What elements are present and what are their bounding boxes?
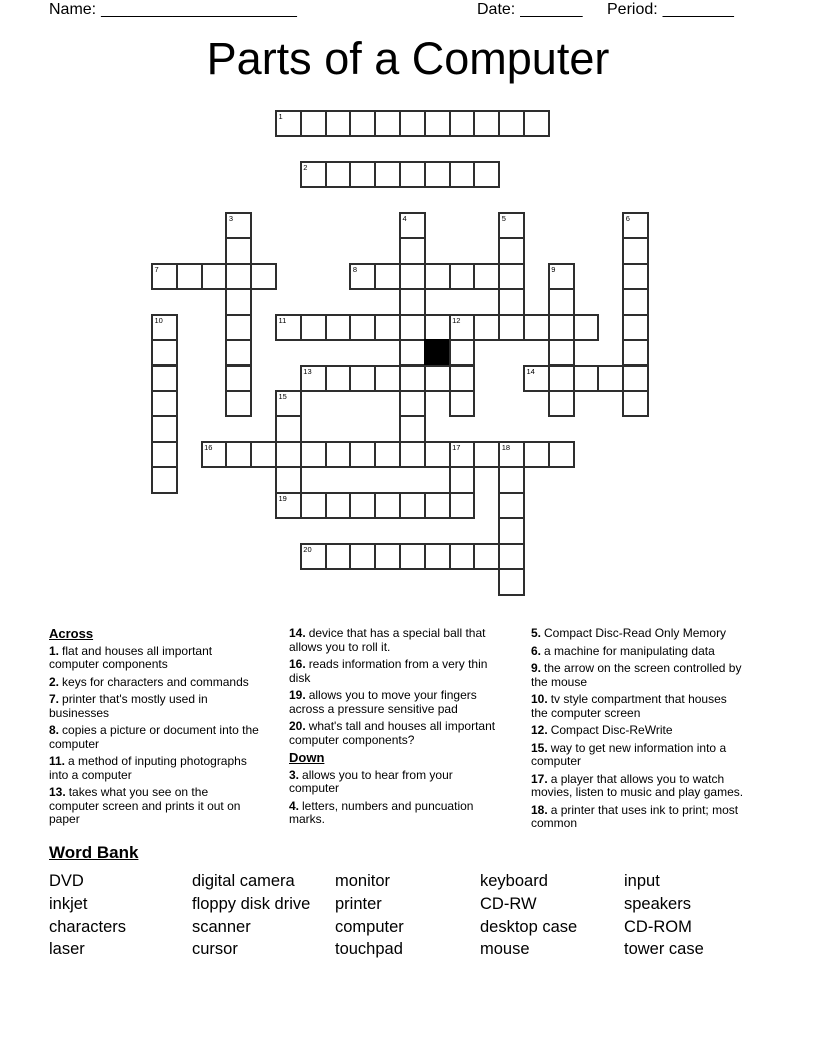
clue-text: what's tall and houses all important computer components? — [289, 719, 496, 747]
grid-cell — [449, 390, 476, 417]
grid-clue-number: 4 — [402, 213, 407, 223]
word-bank — [49, 843, 794, 961]
grid-cell — [622, 288, 649, 315]
grid-cell — [151, 466, 178, 493]
grid-cell — [225, 390, 252, 417]
grid-cell — [300, 161, 327, 188]
grid-clue-number: 3 — [228, 213, 234, 223]
clue-text: reads information from a very thin disk — [289, 657, 488, 685]
grid-cell — [399, 263, 426, 290]
page-title: Parts of a Computer — [206, 33, 610, 84]
grid-cell — [201, 441, 228, 468]
grid-cell — [449, 466, 476, 493]
grid-cell — [424, 314, 451, 341]
grid-cell — [399, 110, 426, 137]
clue-text: copies a picture or document into the computer — [49, 723, 259, 751]
grid-cell — [449, 161, 476, 188]
grid-cell — [349, 365, 376, 392]
grid-cell — [498, 237, 525, 264]
grid-cell — [449, 492, 476, 519]
crossword-grid — [151, 110, 651, 598]
word-bank-item: computer — [335, 917, 404, 936]
grid-cell — [523, 441, 550, 468]
word-bank-heading: Word Bank — [49, 843, 139, 862]
grid-clue-number: 12 — [452, 315, 461, 325]
grid-clue-number: 17 — [452, 442, 461, 452]
grid-cell — [325, 314, 352, 341]
grid-cell — [374, 314, 401, 341]
name-field — [49, 1, 297, 19]
grid-cell — [449, 314, 476, 341]
grid-cell — [473, 543, 500, 570]
grid-cell — [622, 212, 649, 239]
clues-column-3 — [531, 627, 745, 835]
word-bank-item: cursor — [192, 940, 238, 959]
clue-down-17 — [531, 773, 745, 800]
across-clues-continued — [289, 627, 505, 747]
grid-cell — [498, 492, 525, 519]
word-bank-item: characters — [49, 917, 127, 936]
clue-across-1 — [49, 645, 261, 672]
clue-text: flat and houses all important computer components — [49, 643, 213, 671]
grid-cell — [399, 492, 426, 519]
word-bank-item: digital camera — [192, 872, 295, 890]
clue-down-9 — [531, 662, 745, 689]
grid-cell — [473, 263, 500, 290]
clue-text: keys for characters and commands — [62, 674, 249, 689]
grid-clue-number: 5 — [501, 213, 506, 223]
clue-down-12 — [531, 724, 745, 738]
grid-cell — [225, 288, 252, 315]
grid-cell — [325, 110, 352, 137]
grid-cell — [325, 365, 352, 392]
grid-cell — [225, 212, 252, 239]
grid-cell — [498, 517, 525, 544]
grid-cell — [349, 441, 376, 468]
clue-number: 9. — [531, 661, 542, 675]
grid-cell — [151, 441, 178, 468]
clue-down-5 — [531, 627, 745, 641]
grid-cell — [399, 161, 426, 188]
clue-text: letters, numbers and puncuation marks. — [289, 798, 474, 826]
word-bank-item: input — [624, 872, 660, 890]
clue-text: allows you to hear from your computer — [289, 767, 453, 795]
date-field — [477, 1, 583, 19]
grid-cell — [374, 365, 401, 392]
clue-text: the arrow on the screen controlled by the mouse — [531, 661, 742, 689]
grid-cell — [573, 365, 600, 392]
grid-cell — [498, 441, 525, 468]
clue-text: a machine for manipulating data — [544, 643, 715, 658]
grid-cell — [622, 365, 649, 392]
clue-number: 8. — [49, 723, 60, 737]
clue-number: 18. — [531, 802, 548, 817]
grid-cell — [424, 263, 451, 290]
grid-clue-number: 15 — [278, 391, 287, 401]
clues-column-2 — [289, 627, 505, 831]
clue-down-15 — [531, 742, 745, 769]
word-bank-item: mouse — [480, 940, 530, 959]
clue-number: 3. — [289, 767, 300, 782]
grid-cell — [498, 110, 525, 137]
clue-across-8 — [49, 724, 261, 751]
grid-cell — [374, 161, 401, 188]
clue-number: 5. — [531, 626, 542, 640]
grid-cell — [424, 365, 451, 392]
word-bank-item: printer — [335, 894, 382, 913]
clue-number: 6. — [531, 643, 542, 658]
clues-column-1 — [49, 627, 261, 831]
name-blank-line: ______________________ — [101, 1, 297, 18]
grid-cell — [622, 390, 649, 417]
grid-cell — [300, 543, 327, 570]
grid-cell — [300, 110, 327, 137]
clue-text: a printer that uses ink to print; most common — [531, 802, 739, 830]
grid-cell — [151, 390, 178, 417]
grid-clue-number: 14 — [526, 366, 535, 376]
grid-cell — [548, 365, 575, 392]
grid-cell — [300, 314, 327, 341]
grid-cell — [424, 543, 451, 570]
grid-cell — [275, 492, 302, 519]
clue-number: 14. — [289, 626, 306, 640]
grid-cell — [597, 365, 624, 392]
grid-cell — [275, 314, 302, 341]
grid-cell — [548, 390, 575, 417]
grid-cell — [325, 441, 352, 468]
name-label: Name: — [49, 1, 97, 18]
grid-cell — [275, 415, 302, 442]
grid-cell — [622, 314, 649, 341]
grid-cell — [151, 365, 178, 392]
grid-cell — [275, 110, 302, 137]
grid-clue-number: 8 — [352, 264, 358, 274]
across-clues-list — [49, 645, 261, 827]
grid-cell — [399, 543, 426, 570]
word-bank-item: CD-ROM — [624, 917, 692, 936]
clue-across-13 — [49, 786, 261, 827]
grid-cell — [399, 339, 426, 366]
grid-cell — [325, 161, 352, 188]
grid-clue-number: 6 — [625, 213, 630, 223]
clue-text: a method of inputing photographs into a computer — [49, 754, 247, 782]
grid-clue-number: 10 — [154, 315, 163, 325]
clue-across-20 — [289, 720, 505, 747]
grid-cell — [449, 543, 476, 570]
across-heading: Across — [49, 626, 94, 641]
grid-cell — [548, 314, 575, 341]
grid-cell — [424, 110, 451, 137]
grid-cell — [622, 237, 649, 264]
grid-cell — [349, 263, 376, 290]
clue-number: 20. — [289, 719, 306, 733]
grid-cell — [151, 339, 178, 366]
grid-cell — [424, 161, 451, 188]
grid-cell — [349, 314, 376, 341]
grid-cell — [275, 466, 302, 493]
clue-number: 11. — [49, 754, 66, 768]
clue-number: 17. — [531, 771, 548, 786]
clue-text: tv style compartment that houses the computer screen — [531, 692, 727, 720]
clue-number: 10. — [531, 692, 548, 706]
period-blank-line: ________ — [662, 1, 734, 18]
date-label: Date: — [477, 1, 516, 18]
clue-text: Compact Disc-Read Only Memory — [544, 626, 727, 640]
grid-cell — [573, 314, 600, 341]
grid-cell — [498, 212, 525, 239]
clue-text: way to get new information into a computer — [531, 740, 727, 768]
grid-cell — [449, 263, 476, 290]
clue-number: 7. — [49, 692, 60, 706]
grid-cell — [374, 110, 401, 137]
grid-cell — [498, 288, 525, 315]
grid-cell — [349, 492, 376, 519]
grid-cell — [523, 314, 550, 341]
grid-cell — [399, 415, 426, 442]
clue-number: 15. — [531, 740, 548, 755]
grid-clue-number: 18 — [501, 442, 511, 452]
date-blank-line: _______ — [520, 1, 583, 18]
grid-cell — [523, 365, 550, 392]
grid-cell — [622, 263, 649, 290]
period-field — [607, 1, 734, 19]
clue-number: 1. — [49, 643, 60, 658]
clue-text: printer that's mostly used in businesses — [49, 692, 208, 720]
clue-text: takes what you see on the computer screen and prints it out on paper — [49, 785, 241, 826]
word-bank-item: CD-RW — [480, 894, 537, 913]
grid-cell — [548, 339, 575, 366]
grid-cell — [473, 441, 500, 468]
grid-cell — [424, 492, 451, 519]
grid-cell — [498, 263, 525, 290]
grid-cell — [176, 263, 203, 290]
clue-number: 12. — [531, 723, 548, 737]
grid-cell — [325, 492, 352, 519]
grid-cell — [399, 212, 426, 239]
clue-across-7 — [49, 693, 261, 720]
grid-cell — [225, 263, 252, 290]
down-heading: Down — [289, 750, 325, 765]
grid-cell — [399, 441, 426, 468]
word-bank-item: scanner — [192, 917, 251, 936]
down-clues-continued — [531, 627, 745, 831]
clue-text: Compact Disc-ReWrite — [550, 723, 673, 737]
grid-cell — [151, 415, 178, 442]
grid-cell — [498, 543, 525, 570]
grid-cell — [473, 161, 500, 188]
grid-cell — [225, 314, 252, 341]
word-bank-item: laser — [49, 940, 85, 959]
grid-cell — [300, 492, 327, 519]
grid-clue-number: 13 — [303, 366, 312, 376]
clue-down-6 — [531, 645, 745, 659]
grid-cell — [300, 441, 327, 468]
clue-across-2 — [49, 676, 261, 690]
word-bank-item: touchpad — [335, 940, 403, 959]
word-bank-item: desktop case — [480, 917, 578, 936]
word-bank-item: speakers — [624, 894, 691, 913]
word-bank-item: DVD — [49, 872, 84, 890]
clue-text: a player that allows you to watch movies, listen to music and play games. — [531, 771, 744, 799]
grid-cell — [349, 110, 376, 137]
grid-cell — [275, 441, 302, 468]
clue-across-16 — [289, 658, 505, 685]
grid-cell — [399, 288, 426, 315]
clue-down-3 — [289, 769, 505, 796]
clue-across-19 — [289, 689, 505, 716]
grid-cell — [548, 263, 575, 290]
grid-cell — [250, 263, 277, 290]
grid-clue-number: 16 — [204, 442, 213, 452]
word-bank-item: monitor — [335, 872, 391, 890]
word-bank-item: tower case — [624, 940, 704, 959]
grid-cell — [250, 441, 277, 468]
grid-cell — [523, 110, 550, 137]
grid-cell — [449, 441, 476, 468]
grid-cell — [349, 161, 376, 188]
grid-cell — [449, 110, 476, 137]
grid-cell — [225, 441, 252, 468]
grid-clue-number: 20 — [303, 544, 312, 554]
grid-cell — [225, 237, 252, 264]
clue-number: 16. — [289, 657, 306, 671]
grid-cell — [473, 110, 500, 137]
grid-cell — [449, 365, 476, 392]
grid-cell — [151, 314, 178, 341]
clue-across-11 — [49, 755, 261, 782]
grid-cell — [325, 543, 352, 570]
grid-clue-number: 1 — [278, 112, 283, 121]
grid-cell — [399, 237, 426, 264]
grid-cell — [399, 390, 426, 417]
grid-cell — [374, 492, 401, 519]
grid-clue-number: 9 — [551, 264, 556, 274]
clue-number: 4. — [289, 798, 300, 813]
grid-cell — [374, 263, 401, 290]
grid-cell — [498, 466, 525, 493]
grid-cell — [473, 314, 500, 341]
clue-text: device that has a special ball that allows you to roll it. — [289, 626, 486, 654]
grid-cell-black — [424, 339, 451, 366]
grid-cell — [201, 263, 228, 290]
clue-number: 19. — [289, 688, 306, 702]
word-bank-item: keyboard — [480, 872, 548, 890]
grid-cell — [548, 288, 575, 315]
clue-across-14 — [289, 627, 505, 654]
grid-cell — [399, 314, 426, 341]
clue-down-10 — [531, 693, 745, 720]
grid-cell — [449, 339, 476, 366]
grid-cell — [300, 365, 327, 392]
grid-cell — [548, 441, 575, 468]
word-bank-grid — [49, 870, 794, 961]
grid-cell — [349, 543, 376, 570]
grid-cell — [424, 441, 451, 468]
clue-down-4 — [289, 800, 505, 827]
grid-cell — [622, 339, 649, 366]
clue-number: 13. — [49, 785, 66, 799]
grid-cell — [374, 441, 401, 468]
word-bank-item: inkjet — [49, 894, 88, 913]
period-label: Period: — [607, 1, 658, 18]
grid-cell — [225, 339, 252, 366]
grid-cell — [399, 365, 426, 392]
clue-text: allows you to move your fingers across a pressure sensitive pad — [289, 688, 477, 716]
grid-cell — [275, 390, 302, 417]
clue-down-18 — [531, 804, 745, 831]
grid-cell — [151, 263, 178, 290]
down-clues-list — [289, 769, 505, 827]
grid-clue-number: 19 — [278, 493, 287, 503]
grid-cell — [225, 365, 252, 392]
grid-cell — [374, 543, 401, 570]
grid-clue-number: 2 — [303, 162, 308, 172]
grid-cell — [498, 314, 525, 341]
grid-clue-number: 11 — [278, 315, 287, 325]
grid-cell — [498, 568, 525, 595]
word-bank-item: floppy disk drive — [192, 894, 311, 913]
grid-clue-number: 7 — [154, 264, 159, 274]
clue-number: 2. — [49, 674, 60, 689]
